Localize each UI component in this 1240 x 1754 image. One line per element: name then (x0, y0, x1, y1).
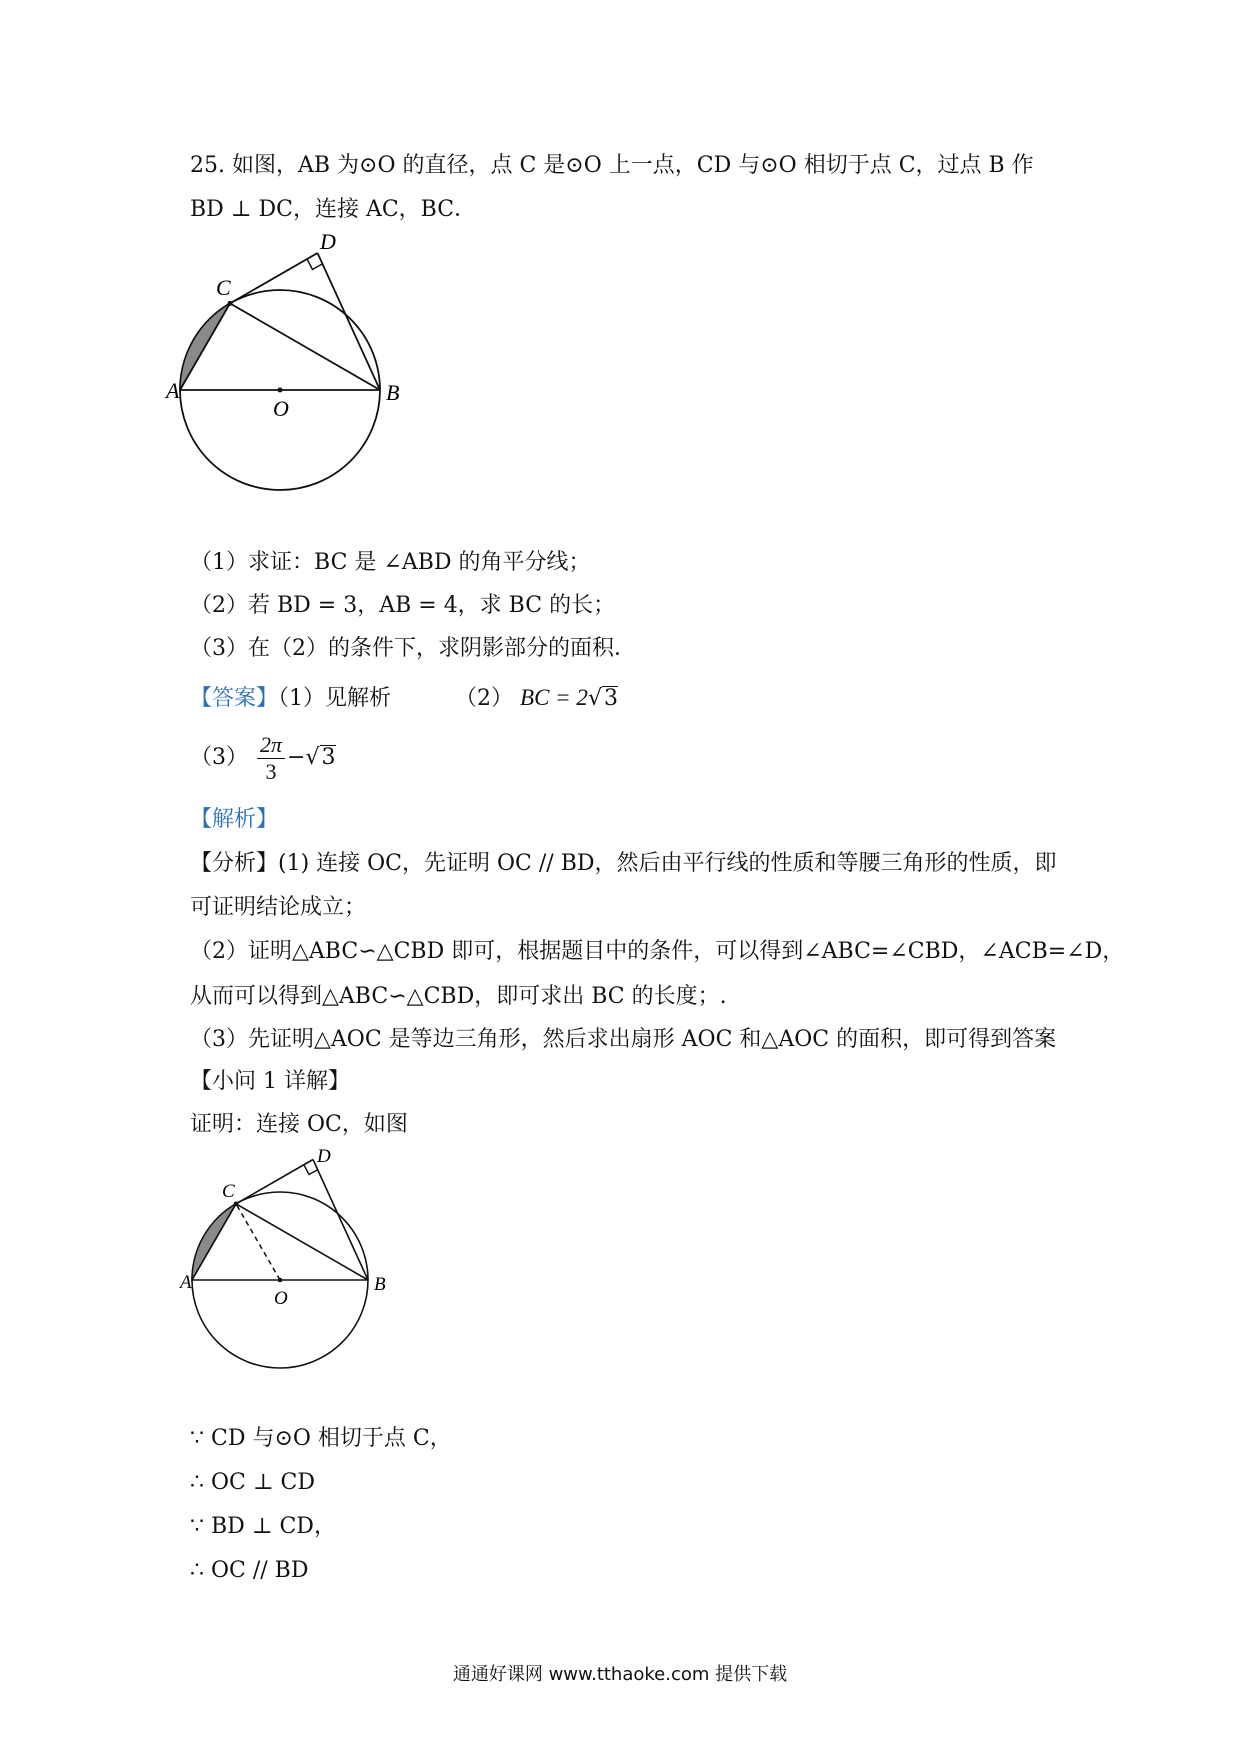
analysis-line-5: （3）先证明△AOC 是等边三角形，然后求出扇形 AOC 和△AOC 的面积，即可得到答案 (190, 1027, 1057, 1052)
analysis-line-3: （2）证明△ABC∽△CBD 即可，根据题目中的条件，可以得到∠ABC=∠CBD，∠ACB=∠D， (190, 939, 1125, 964)
label-a: A (166, 378, 180, 403)
detail-line-1: 证明：连接 OC，如图 (190, 1112, 408, 1137)
analysis-line-4: 从而可以得到△ABC∽△CBD，即可求出 BC 的长度；. (190, 984, 727, 1009)
detail-tag: 【小问 1 详解】 (190, 1069, 350, 1094)
label-a-2: A (180, 1272, 192, 1293)
question-line-2: BD ⊥ DC，连接 AC，BC． (190, 197, 477, 222)
segment-cd-2 (236, 1160, 313, 1204)
center-point-2 (278, 1278, 283, 1283)
figure-2-circle-diagram (180, 1146, 430, 1380)
point-c (228, 301, 233, 306)
proof-line-2: ∴ OC ⊥ CD (190, 1470, 316, 1495)
answer-tag: 【答案】 (190, 686, 279, 711)
segment-ac (180, 303, 230, 390)
segment-oc-dashed (236, 1204, 280, 1280)
answer-2-expr: BC = 2 (520, 685, 588, 710)
answer-3-numerator: 2π (257, 732, 285, 759)
footer-credit: 通通好课网 www.tthaoke.com 提供下载 (452, 1664, 788, 1685)
segment-db (318, 253, 381, 390)
label-c-2: C (222, 1181, 235, 1202)
answer-3-fraction (257, 732, 285, 785)
part-2: （2）若 BD = 3，AB = 4，求 BC 的长； (190, 593, 616, 618)
answer-line-2: （3） $\frac{2\pi}{3}$ −√3 (190, 731, 336, 784)
part-3: （3）在（2）的条件下，求阴影部分的面积． (190, 636, 636, 661)
segment-cb-2 (236, 1204, 368, 1280)
answer-3-prefix: （3） (190, 745, 248, 770)
analysis-tag: 【解析】 (190, 807, 279, 832)
label-o: O (273, 396, 289, 421)
segment-db-2 (313, 1160, 368, 1281)
answer-3-radicand: 3 (321, 745, 336, 770)
answer-line-1: 【答案】（1）见解析 （2） BC = 2√3 (190, 685, 618, 711)
answer-2-prefix: （2） (455, 686, 514, 711)
analysis-line-2: 可证明结论成立； (190, 895, 367, 920)
label-o-2: O (274, 1288, 288, 1309)
label-d: D (320, 229, 336, 254)
proof-line-3: ∵ BD ⊥ CD， (190, 1514, 336, 1539)
segment-ac-2 (192, 1204, 236, 1280)
question-line-1: 25. 如图，AB 为⊙O 的直径，点 C 是⊙O 上一点，CD 与⊙O 相切于点 C，过点 B 作 (190, 153, 1034, 178)
segment-cb (230, 303, 380, 390)
label-c: C (216, 275, 231, 300)
answer-2-radicand: 3 (603, 686, 618, 711)
point-c-2 (234, 1202, 239, 1207)
figure-1-circle-diagram (166, 229, 440, 505)
segment-cd (230, 253, 318, 303)
center-point (278, 388, 283, 393)
part-1: （1）求证：BC 是 ∠ABD 的角平分线； (190, 550, 591, 575)
label-b-2: B (374, 1274, 386, 1295)
answer-1: （1）见解析 (278, 686, 392, 711)
analysis-line-1: 【分析】(1) 连接 OC，先证明 OC // BD，然后由平行线的性质和等腰三角形的性质，即 (190, 851, 1057, 876)
answer-3-minus: − (287, 745, 306, 770)
label-b: B (386, 380, 400, 405)
proof-line-1: ∵ CD 与⊙O 相切于点 C， (190, 1426, 452, 1451)
answer-3-denominator: 3 (265, 758, 277, 784)
label-d-2: D (317, 1146, 331, 1167)
proof-line-4: ∴ OC // BD (190, 1558, 309, 1583)
